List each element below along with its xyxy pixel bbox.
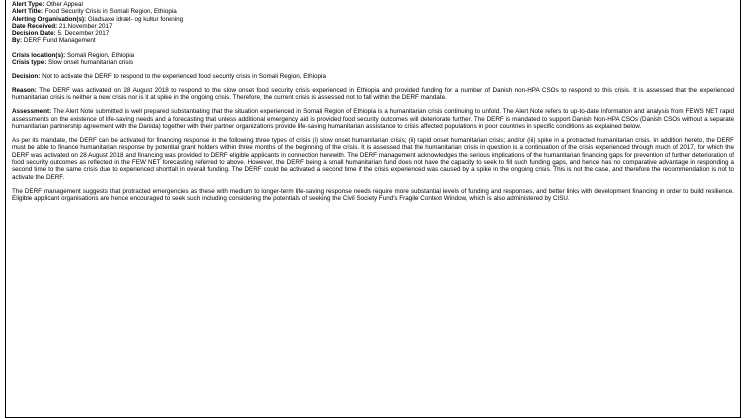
- date-received-label: Date Received:: [12, 22, 58, 30]
- alert-type-value: Other Appeal: [46, 1, 83, 8]
- alert-title-label: Alert Title:: [12, 8, 44, 16]
- by-row: [12, 37, 734, 44]
- alert-title-value: Food Security Crisis in Somali Region, Ethiopia: [44, 8, 177, 16]
- assessment-label: Assessment:: [12, 108, 52, 116]
- decision-paragraph: [12, 73, 734, 80]
- reason-label: Reason:: [12, 87, 37, 95]
- closing-paragraph: The DERF management suggests that protracted emergencies as these with medium to longer-term life-saving response needs require more substantial levels of funding and responses, and better links with development financing in order to build resilience. Eligible applicant organisations are hence encouraged to seek such including considering the potentials of seeking the Civil Society Fund's Fragile Context Window, which is also administered by CISU.: [12, 187, 734, 203]
- alert-type-row: [12, 1, 734, 8]
- decision-date-value: 5. December 2017: [57, 30, 110, 38]
- crisis-type-value: Slow onset humanitarian crisis: [48, 58, 134, 66]
- crisis-type-row: [12, 59, 734, 66]
- decision-date-row: [12, 30, 734, 37]
- crisis-location-label: Crisis location(s):: [12, 51, 66, 59]
- document-page: [5, 0, 741, 418]
- reason-text: The DERF was activated on 28 August 2018 to respond to the slow onset food security crisis experienced in Ethiopia and provided funding for a number of Danish non-HPA CSOs to respond to this crisis. It is assessed that the experienced humanitarian crisis is neither a new crisis nor is it at spike in the ongoing crisis. Therefore, the current crisis is assessed not to fall within the DERF mandate.: [12, 87, 735, 102]
- by-value: DERF Fund Management: [23, 37, 96, 45]
- reason-paragraph: [12, 87, 734, 102]
- crisis-type-label: Crisis type:: [12, 58, 47, 66]
- by-label: By:: [12, 37, 23, 45]
- crisis-location-row: [12, 52, 734, 59]
- alerting-org-value: Gladsaxe idræt- og kultur forening: [87, 15, 184, 23]
- alerting-org-row: [12, 16, 734, 23]
- assessment-paragraph: [12, 108, 734, 130]
- assessment-text: The Alert Note submitted is well prepared substantiating that the situation experienced in Somali Region of Ethiopia is a humanitarian crisis continuing to unfold. The Alert Note refers to up-to-date information and analysis from FEWS NET rapid assessments on the existence of life-saving needs and a forecasting that unless additional emergency aid is provided food security outcomes will deteriorate further. The DERF is mandated to support Danish Non-HPA CSOs (Danish CSOs without a separate humanitarian partnership agreement with the Danida) together with their partner organizations provide life-saving humanitarian assistance to crisis affected populations in poor countries in specific conditions as explained below.: [12, 108, 735, 131]
- decision-date-label: Decision Date:: [12, 30, 56, 38]
- crisis-location-value: Somali Region, Ethiopia: [66, 51, 135, 59]
- alert-type-label: Alert Type:: [12, 1, 45, 8]
- alert-title-row: [12, 8, 734, 15]
- decision-text: Not to activate the DERF to respond to the experienced food security crisis in Somali Region, Ethiopia: [42, 72, 326, 80]
- mandate-paragraph: As per its mandate, the DERF can be activated for financing response in the following three types of crisis (i) slow onset humanitarian crisis; (ii) rapid onset humanitarian crisis; and/or (iii) spike in a protracted humanitarian crisis. In addition hereto, the DERF must be able to finance humanitarian response by potential grant holders within three months of the beginning of the crisis. It is assessed that the humanitarian crisis in question is a continuation of the crisis experienced through much of 2017, for which the DERF was activated on 28 August 2018 and financing was provided to DERF eligible applicants in connection herewith. The DERF management acknowledges the serious implications of the humanitarian financing gaps for prevention of further deterioration of food security outcomes as reflected in the FEW NET forecasting referred to above. However, the DERF being a small humanitarian fund does not have the capacity to seek to fill such funding gaps, and hence has no comparative advantage in responding a second time to the same crisis due to experienced shortfall in overall funding. The DERF could be activated a second time if the crisis experienced was caused by a spike in the ongoing crisis. This is not the case, and therefore the recommendation is not to activate the DERF.: [12, 137, 734, 181]
- decision-label: Decision:: [12, 72, 41, 80]
- date-received-row: [12, 23, 734, 30]
- date-received-value: 21.November 2017: [58, 22, 113, 30]
- alerting-org-label: Alerting Organisation(s):: [12, 15, 87, 23]
